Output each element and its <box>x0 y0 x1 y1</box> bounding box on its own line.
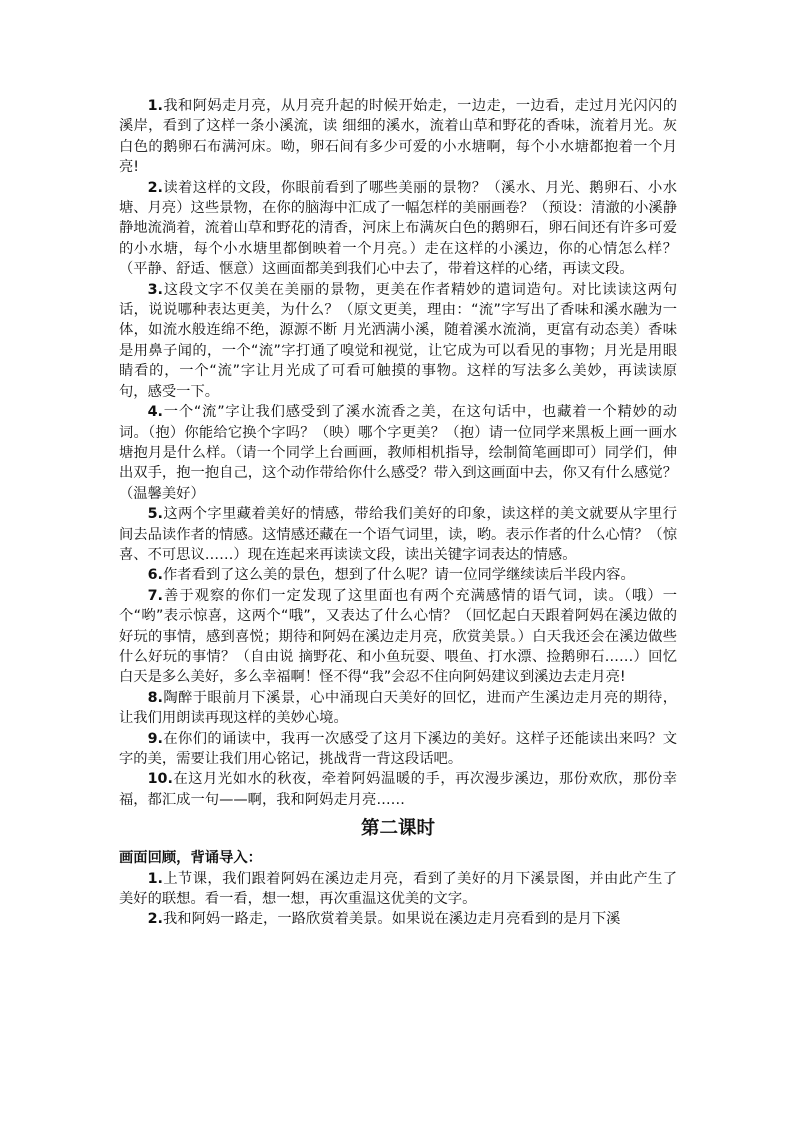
lesson1-paragraph-6 <box>119 565 677 585</box>
paragraph-number: 4. <box>147 404 163 421</box>
paragraph-text: 在你们的诵读中，我再一次感受了这月下溪边的美好。这样子还能读出来吗？文字的美，需要让我们用心铭记，挑战背一背这段话吧。 <box>119 730 677 767</box>
paragraph-text: 陶醉于眼前月下溪景，心中涌现白天美好的回忆，进而产生溪边走月亮的期待，让我们用朗读再现这样的美妙心境。 <box>119 689 677 727</box>
lesson1-paragraph-5 <box>119 504 677 565</box>
lesson1-paragraph-10 <box>119 769 677 810</box>
paragraph-number: 2. <box>147 911 163 928</box>
paragraph-number: 10. <box>147 771 173 788</box>
lesson-title: 第二课时 <box>360 818 435 840</box>
paragraph-number: 3. <box>147 281 163 298</box>
lesson1-paragraph-4 <box>119 402 677 504</box>
paragraph-text: 这两个字里藏着美好的情感，带给我们美好的印象，读这样的美文就要从字里行间去品读作者的情感。这情感还藏在一个语气词里，读，哟。表示作者的什么心情？（惊喜、不可思议……）现在连起来再读读文段，读出关键字词表达的情感。 <box>119 506 677 563</box>
lesson1-paragraph-9 <box>119 729 677 770</box>
paragraph-text: 作者看到了这么美的景色，想到了什么呢？请一位同学继续读后半段内容。 <box>162 567 635 584</box>
lesson1-paragraph-7 <box>119 586 677 688</box>
paragraph-text: 这段文字不仅美在美丽的景物，更美在作者精妙的遣词造句。对比读读这两句话，说说哪种表达更美，为什么？（原文更美，理由：“流”字写出了香味和溪水融为一体，如流水般连绵不绝，源源不断 月光洒满小溪，随着溪水流淌，更富有动态美）香味是用鼻子闻的，一个“流”字打通了嗅觉和视觉，让它成为可以看见的事物；月光是用眼睛看的，一个“流”字让月光成了可看可触摸的事物。这样的写法多么美妙，再读读原句，感受一下。 <box>119 281 677 400</box>
paragraph-text: 读着这样的文段，你眼前看到了哪些美丽的景物？（溪水、月光、鹅卵石、小水塘、月亮）这些景物，在你的脑海中汇成了一幅怎样的美丽画卷？（预设：清澈的小溪静静地流淌着，流着山草和野花的清香，河床上布满灰白色的鹅卵石，卵石间还有许多可爱的小水塘，每个小水塘里都倒映着一个月亮。）走在这样的小溪边，你的心情怎么样？（平静、舒适、惬意）这画面都美到我们心中去了，带着这样的心绪，再读文段。 <box>119 179 677 278</box>
paragraph-number: 5. <box>147 506 163 523</box>
paragraph-number: 1. <box>147 870 163 887</box>
paragraph-text: 善于观察的你们一定发现了这里面也有两个充满感情的语气词，读。（哦）一个“哟”表示惊喜，这两个“哦”，又表达了什么心情？（回忆起白天跟着阿妈在溪边做的好玩的事情，感到喜悦；期待和阿妈在溪边走月亮，欣赏美景。）白天我还会在溪边做些什么好玩的事情？（自由说 摘野花、和小鱼玩耍、喂鱼、打水漂、捡鹅卵石……）回忆白天是多么美好，多么幸福啊！怪不得“我”会忍不住向阿妈建议到溪边去走月亮! <box>119 587 677 686</box>
lesson1-paragraph-3 <box>119 280 677 402</box>
paragraph-text: 一个“流”字让我们感受到了溪水流香之美，在这句话中，也藏着一个精妙的动词。（抱）你能给它换个字吗？（映）哪个字更美？（抱）请一位同学来黑板上画一画水塘抱月是什么样。（请一个同学上台画画，教师相机指导，绘制简笔画即可）同学们，伸出双手，抱一抱自己，这个动作带给你什么感受？带入到这画面中去，你又有什么感觉？（温馨美好） <box>119 404 677 502</box>
paragraph-text: 在这月光如水的秋夜，牵着阿妈温暖的手，再次漫步溪边，那份欢欣，那份幸福，都汇成一句——啊，我和阿妈走月亮…… <box>119 771 677 808</box>
paragraph-text: 我和阿妈一路走，一路欣赏着美景。如果说在溪边走月亮看到的是月下溪 <box>162 911 621 928</box>
paragraph-number: 2. <box>147 179 163 196</box>
lesson2-paragraph-2 <box>119 909 677 929</box>
paragraph-number: 7. <box>147 587 163 604</box>
document-page <box>119 96 677 930</box>
lesson1-paragraph-1 <box>119 96 677 178</box>
paragraph-text: 上节课，我们跟着阿妈在溪边走月亮，看到了美好的月下溪景图，并由此产生了美好的联想。看一看，想一想，再次重温这优美的文字。 <box>119 870 677 908</box>
paragraph-number: 9. <box>147 730 163 747</box>
paragraph-number: 8. <box>147 689 163 706</box>
lesson2-paragraph-1 <box>119 869 677 910</box>
paragraph-number: 6. <box>147 567 163 584</box>
paragraph-number: 1. <box>147 98 163 114</box>
paragraph-text: 我和阿妈走月亮，从月亮升起的时候开始走，一边走，一边看，走过月光闪闪的溪岸，看到了这样一条小溪流，读 细细的溪水，流着山草和野花的香味，流着月光。灰白色的鹅卵石布满河床。呦，卵石间有多少可爱的小水塘啊，每个小水塘都抱着一个月亮! <box>119 98 677 176</box>
lesson1-paragraph-8 <box>119 688 677 729</box>
lesson1-paragraph-2 <box>119 178 677 280</box>
section-heading: 画面回顾，背诵导入： <box>119 850 262 867</box>
